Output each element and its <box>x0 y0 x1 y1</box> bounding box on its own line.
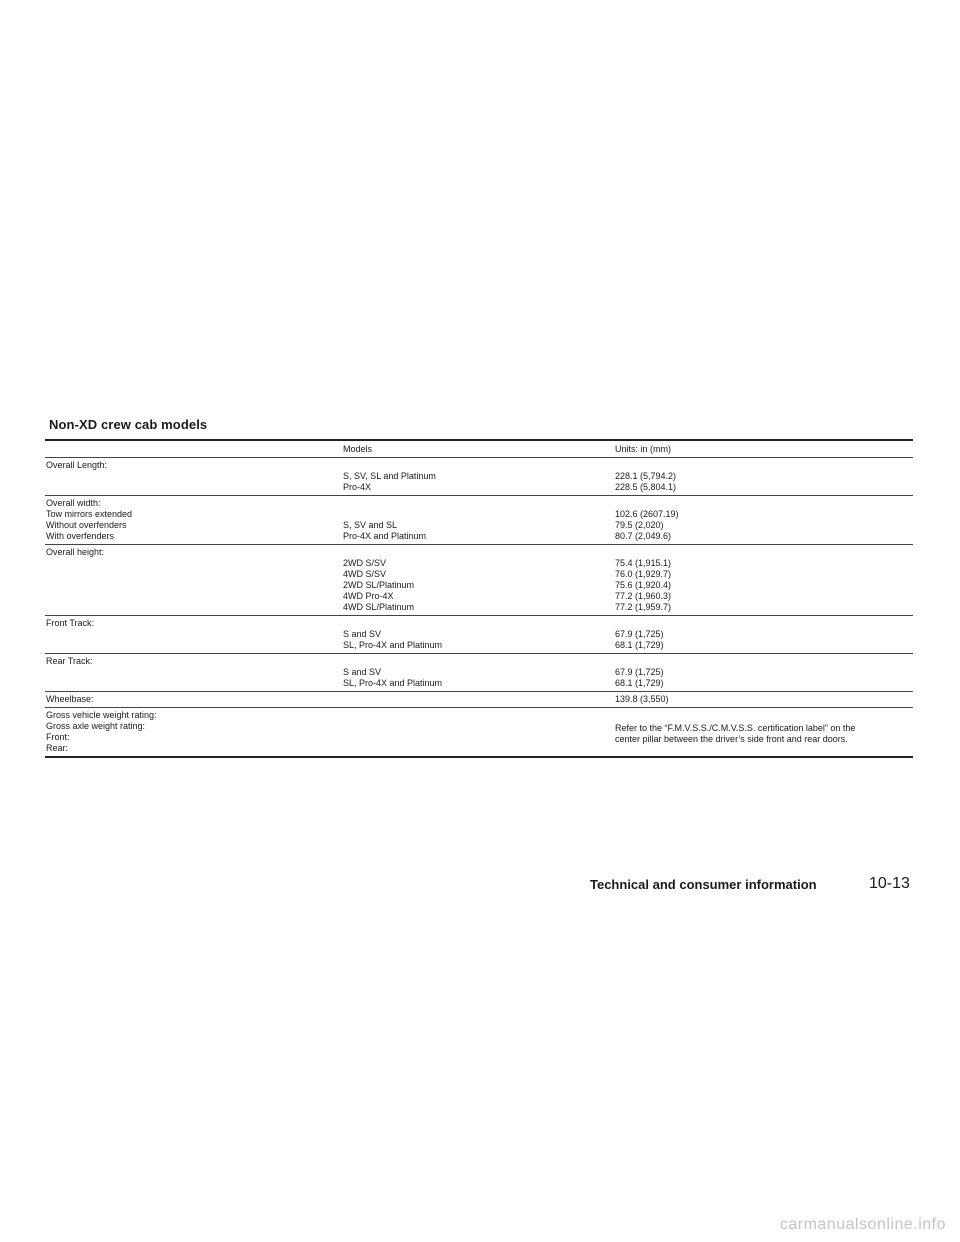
row-label: Rear: <box>46 743 69 753</box>
group-overall-height <box>45 545 913 616</box>
table-row <box>45 591 913 602</box>
group-weight-ratings <box>45 708 913 758</box>
row-label <box>45 482 343 493</box>
weight-labels <box>45 710 343 754</box>
table-row <box>45 531 913 542</box>
row-label: Wheelbase: <box>46 694 94 704</box>
group-overall-length <box>45 458 913 496</box>
row-value: 77.2 (1,960.3) <box>615 591 672 601</box>
table-row <box>45 667 913 678</box>
row-model: 2WD S/SV <box>343 558 387 568</box>
row-value: 67.9 (1,725) <box>615 629 664 639</box>
group-wheelbase <box>45 692 913 708</box>
row-label: Tow mirrors extended <box>46 509 133 519</box>
row-value <box>615 618 913 629</box>
row-model: Pro-4X and Platinum <box>343 531 427 541</box>
row-label: Front Track: <box>46 618 95 628</box>
row-label <box>45 471 343 482</box>
table-row <box>45 509 913 520</box>
row-value <box>615 547 913 558</box>
section-title: Non-XD crew cab models <box>49 417 208 432</box>
row-model: S and SV <box>343 667 382 677</box>
table-row <box>45 520 913 531</box>
row-label <box>45 558 343 569</box>
note-line: center pillar between the driver’s side front and rear doors. <box>615 734 848 744</box>
table-row <box>45 580 913 591</box>
footer-chapter-title: Technical and consumer information <box>590 877 817 892</box>
row-label <box>45 591 343 602</box>
row-model <box>343 509 615 520</box>
table-row <box>45 460 913 471</box>
row-label: Front: <box>46 732 70 742</box>
row-model <box>343 547 615 558</box>
table-row <box>45 678 913 689</box>
row-value: 68.1 (1,729) <box>615 678 664 688</box>
group-overall-width <box>45 496 913 545</box>
row-model: SL, Pro-4X and Platinum <box>343 640 443 650</box>
row-model: S, SV, SL and Platinum <box>343 471 436 481</box>
row-model: S, SV and SL <box>343 520 398 530</box>
row-label <box>45 629 343 640</box>
row-value: 75.6 (1,920.4) <box>615 580 672 590</box>
row-label <box>45 580 343 591</box>
row-value: 75.4 (1,915.1) <box>615 558 672 568</box>
certification-note <box>615 723 913 754</box>
row-model: Pro-4X <box>343 482 372 492</box>
table-row <box>45 498 913 509</box>
table-row <box>45 618 913 629</box>
group-rear-track <box>45 654 913 692</box>
footer-page-number: 10-13 <box>869 875 910 892</box>
table-row <box>45 569 913 580</box>
table-row <box>45 629 913 640</box>
row-value <box>615 498 913 509</box>
row-model <box>343 618 615 629</box>
table-row <box>45 656 913 667</box>
row-model-empty <box>343 710 615 754</box>
row-model <box>343 656 615 667</box>
row-model: 4WD S/SV <box>343 569 387 579</box>
row-label: Overall Length: <box>46 460 108 470</box>
row-value: 76.0 (1,929.7) <box>615 569 672 579</box>
row-value: 80.7 (2,049.6) <box>615 531 672 541</box>
row-value: 102.6 (2607.19) <box>615 509 679 519</box>
row-value: 67.9 (1,725) <box>615 667 664 677</box>
row-label: Without overfenders <box>46 520 127 530</box>
group-front-track <box>45 616 913 654</box>
row-label: Overall width: <box>46 498 101 508</box>
row-model: S and SV <box>343 629 382 639</box>
table-row <box>45 602 913 613</box>
row-value: 68.1 (1,729) <box>615 640 664 650</box>
row-model: 4WD Pro-4X <box>343 591 394 601</box>
row-model: 2WD SL/Platinum <box>343 580 415 590</box>
row-label <box>45 602 343 613</box>
row-value: 77.2 (1,959.7) <box>615 602 672 612</box>
row-value: 228.5 (5,804.1) <box>615 482 677 492</box>
row-model <box>343 694 615 705</box>
table-row <box>45 558 913 569</box>
row-model <box>343 498 615 509</box>
row-label <box>45 667 343 678</box>
row-model: SL, Pro-4X and Platinum <box>343 678 443 688</box>
row-label: Gross vehicle weight rating: <box>46 710 157 720</box>
watermark: carmanualsonline.info <box>779 1216 946 1233</box>
row-label: Gross axle weight rating: <box>46 721 146 731</box>
table-row <box>45 547 913 558</box>
note-line: Refer to the “F.M.V.S.S./C.M.V.S.S. certification label” on the <box>615 723 856 733</box>
header-col-models: Models <box>343 444 373 454</box>
row-label <box>45 640 343 651</box>
table-header <box>45 441 913 458</box>
spec-table <box>45 439 913 758</box>
row-label: With overfenders <box>46 531 115 541</box>
table-row <box>45 640 913 651</box>
row-label: Overall height: <box>46 547 105 557</box>
table-row <box>45 482 913 493</box>
row-model: 4WD SL/Platinum <box>343 602 415 612</box>
table-row <box>45 471 913 482</box>
row-label <box>45 569 343 580</box>
row-model <box>343 460 615 471</box>
header-col-units: Units: in (mm) <box>615 444 671 454</box>
row-label <box>45 678 343 689</box>
table-row <box>45 694 913 705</box>
table-row <box>45 710 913 754</box>
row-value: 139.8 (3,550) <box>615 694 669 704</box>
row-value: 228.1 (5,794.2) <box>615 471 677 481</box>
row-value <box>615 656 913 667</box>
row-value <box>615 460 913 471</box>
row-label: Rear Track: <box>46 656 93 666</box>
row-value: 79.5 (2,020) <box>615 520 664 530</box>
